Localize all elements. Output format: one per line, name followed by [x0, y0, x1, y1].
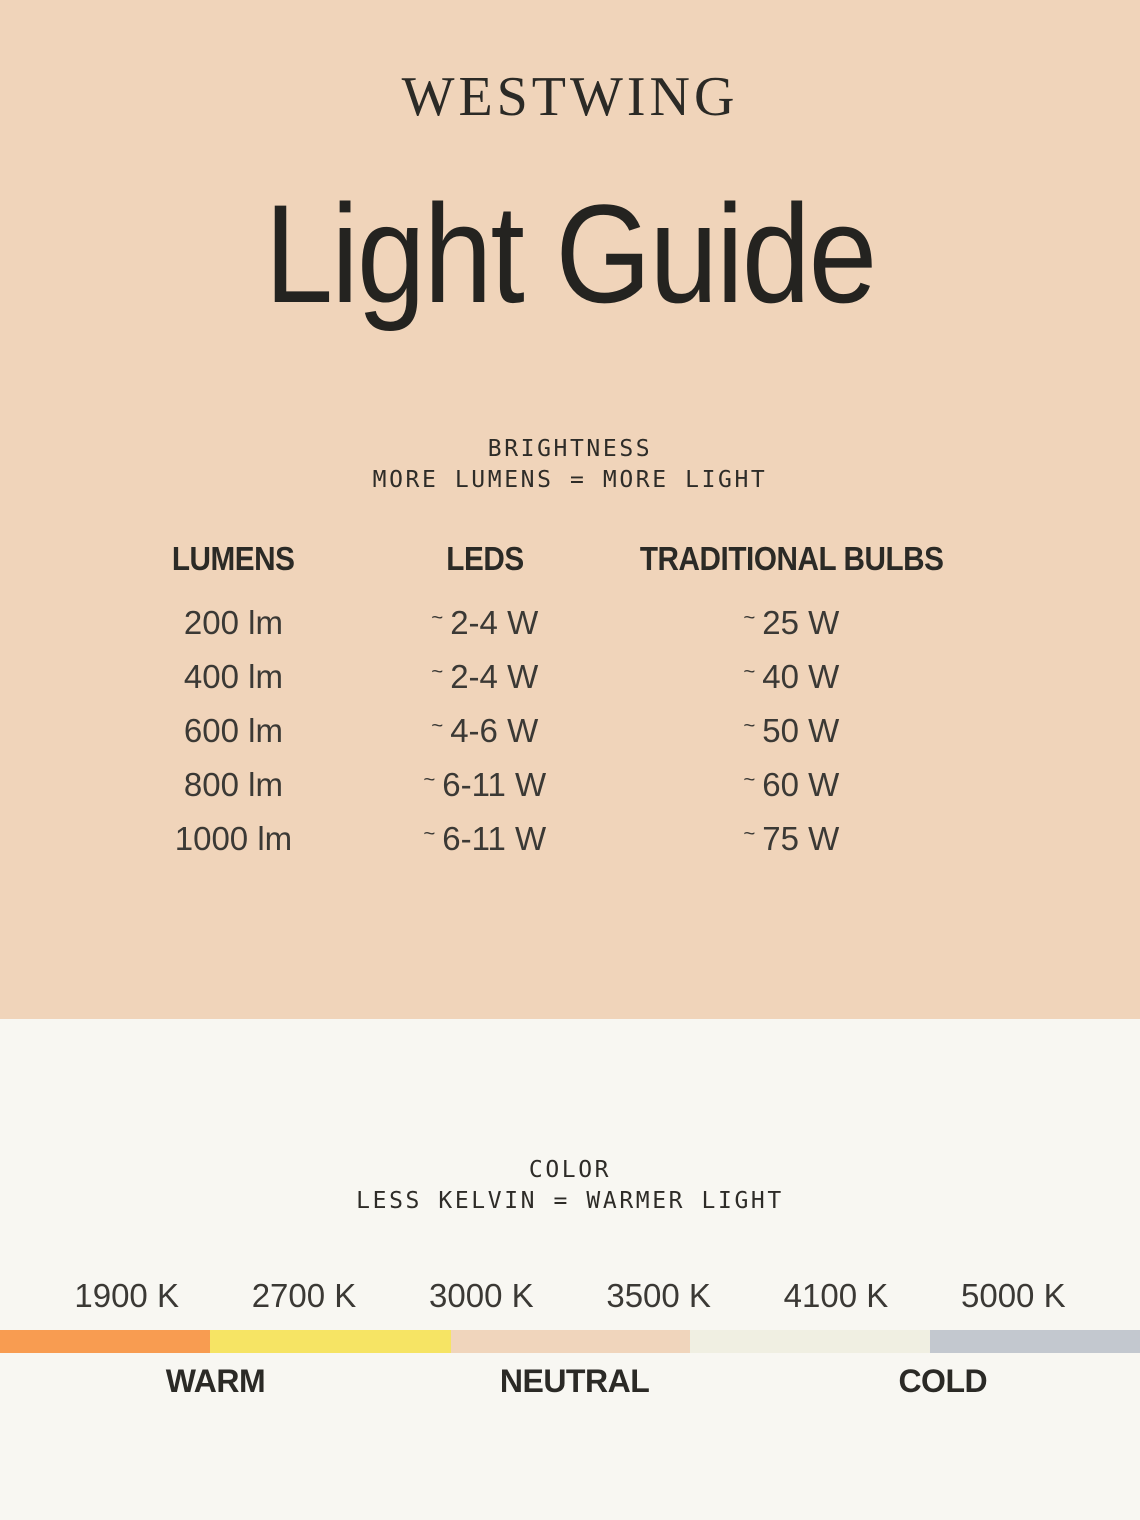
- color-section: [0, 1019, 1140, 1520]
- approx-symbol: ~: [743, 767, 756, 791]
- table-header-row: [120, 540, 960, 596]
- bulbs-value: [623, 758, 960, 812]
- bulbs-value: [623, 812, 960, 866]
- leds-value-text: 6-11 W: [442, 820, 547, 857]
- approx-symbol: ~: [423, 821, 436, 845]
- bulbs-value: [623, 596, 960, 650]
- column-header-leds-text: LEDS: [446, 540, 524, 577]
- kelvin-labels-row: [0, 1277, 1140, 1315]
- table-row: [120, 650, 960, 704]
- brightness-heading-line2: MORE LUMENS = MORE LIGHT: [372, 467, 768, 493]
- scale-segment-neutral-peach: [451, 1330, 689, 1353]
- bulbs-value-text: 50 W: [762, 712, 840, 749]
- leds-value: [347, 758, 623, 812]
- approx-symbol: ~: [431, 713, 444, 737]
- kelvin-label: 3500 K: [606, 1277, 711, 1314]
- column-header-leds: [347, 540, 623, 596]
- scale-segment-neutral-cream: [690, 1330, 931, 1353]
- temperature-label-cold: COLD: [898, 1363, 988, 1399]
- scale-segment-warm-yellow: [210, 1330, 452, 1353]
- bulbs-value-text: 25 W: [762, 604, 840, 641]
- scale-segment-cold-gray: [930, 1330, 1140, 1353]
- temperature-labels-row: [0, 1363, 1140, 1407]
- leds-value-text: 6-11 W: [442, 766, 547, 803]
- scale-segment-warm-orange: [0, 1330, 210, 1353]
- kelvin-label: 3000 K: [429, 1277, 534, 1314]
- lumens-value: 800 lm: [183, 766, 283, 803]
- approx-symbol: ~: [423, 767, 436, 791]
- temperature-label-warm: WARM: [165, 1363, 266, 1399]
- brightness-heading: [0, 434, 1140, 496]
- lumens-value: 200 lm: [183, 604, 283, 641]
- leds-value-text: 2-4 W: [450, 604, 539, 641]
- lumens-value: 400 lm: [183, 658, 283, 695]
- approx-symbol: ~: [743, 821, 756, 845]
- lumens-value: 1000 lm: [174, 820, 293, 857]
- color-heading-line1: COLOR: [528, 1157, 612, 1183]
- table-row: [120, 758, 960, 812]
- bulbs-value-text: 75 W: [762, 820, 840, 857]
- bulbs-value: [623, 704, 960, 758]
- color-heading-line2: LESS KELVIN = WARMER LIGHT: [356, 1188, 784, 1214]
- column-header-bulbs: [623, 540, 960, 596]
- kelvin-label: 5000 K: [961, 1277, 1066, 1314]
- leds-value-text: 2-4 W: [450, 658, 539, 695]
- brand-logo: WESTWING: [401, 66, 739, 128]
- column-header-lumens: [120, 540, 347, 596]
- page-title: [0, 175, 1140, 332]
- leds-value: [347, 812, 623, 866]
- leds-value: [347, 704, 623, 758]
- column-header-lumens-text: LUMENS: [172, 540, 295, 577]
- color-heading: [0, 1155, 1140, 1217]
- table-row: [120, 596, 960, 650]
- lumens-table: [120, 540, 960, 866]
- approx-symbol: ~: [743, 605, 756, 629]
- lumens-value: 600 lm: [183, 712, 283, 749]
- column-header-bulbs-text: TRADITIONAL BULBS: [639, 540, 944, 577]
- color-temperature-scale: [0, 1330, 1140, 1353]
- leds-value: [347, 650, 623, 704]
- bulbs-value: [623, 650, 960, 704]
- approx-symbol: ~: [431, 659, 444, 683]
- leds-value: [347, 596, 623, 650]
- bulbs-value-text: 60 W: [762, 766, 840, 803]
- table-row: [120, 812, 960, 866]
- temperature-label-neutral: NEUTRAL: [499, 1363, 650, 1399]
- brightness-heading-line1: BRIGHTNESS: [487, 436, 653, 462]
- page-title-text: Light Guide: [264, 175, 876, 332]
- approx-symbol: ~: [743, 713, 756, 737]
- kelvin-label: 1900 K: [74, 1277, 179, 1314]
- approx-symbol: ~: [431, 605, 444, 629]
- kelvin-label: 2700 K: [251, 1277, 357, 1314]
- kelvin-label: 4100 K: [783, 1277, 889, 1314]
- bulbs-value-text: 40 W: [762, 658, 840, 695]
- leds-value-text: 4-6 W: [450, 712, 539, 749]
- table-row: [120, 704, 960, 758]
- approx-symbol: ~: [743, 659, 756, 683]
